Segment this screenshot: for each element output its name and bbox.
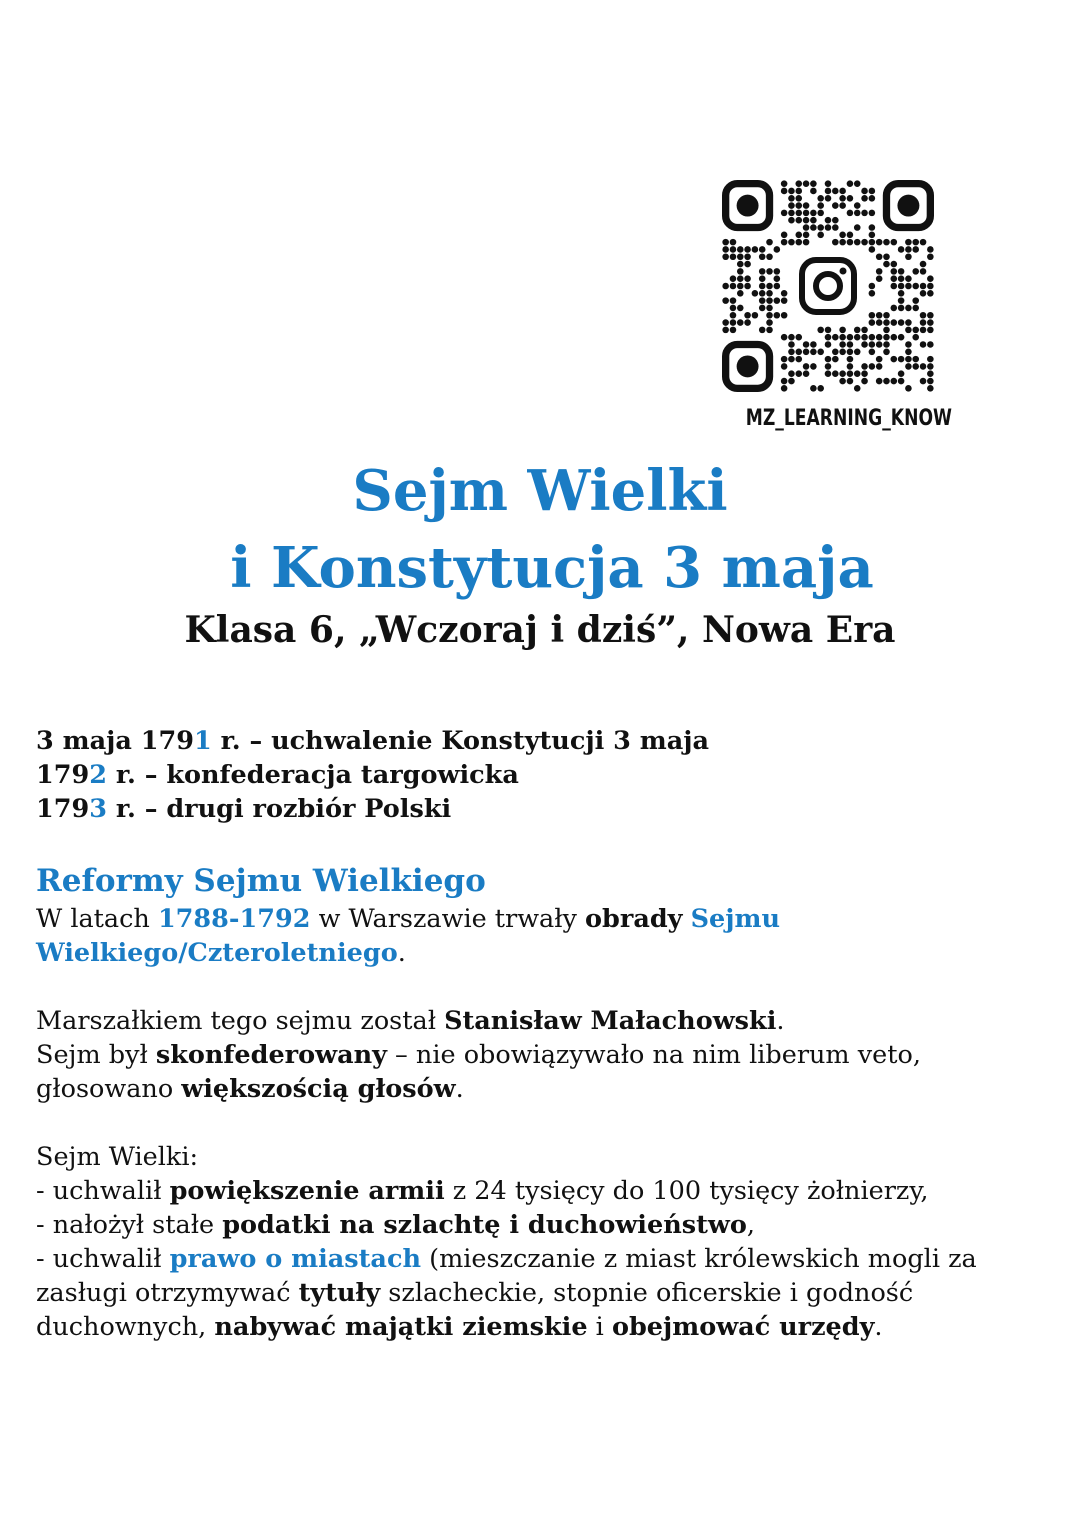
list-item-cities-law: - uchwalił prawo o miastach (mieszczanie z miast królewskich mogli za zasługi otrzymywać tytuły szlacheckie, stopnie oficerskie i godność duchownych, nabywać majątki ziemskie i obejmować urzędy. <box>36 1244 977 1342</box>
qr-code[interactable] <box>722 180 934 392</box>
page-title-line-2: i Konstytucja 3 maja <box>230 535 874 601</box>
qr-finder-eye <box>886 184 930 228</box>
qr-code-block <box>722 180 952 431</box>
instagram-handle: MZ_LEARNING_KNOW <box>745 406 952 431</box>
qr-code-graphic <box>722 180 934 392</box>
section-title: Reformy Sejmu Wielkiego <box>36 863 486 899</box>
paragraph-marshal: Marszałkiem tego sejmu został Stanisław Małachowski. <box>36 1006 785 1036</box>
paragraph-sejm-years: W latach 1788-1792 w Warszawie trwały obrady Sejmu Wielkiego/Czteroletniego. <box>36 904 780 968</box>
date-row-1791: 3 maja 1791 r. – uchwalenie Konstytucji 3 maja <box>36 726 710 756</box>
list-item-army: - uchwalił powiększenie armii z 24 tysięcy do 100 tysięcy żołnierzy, <box>36 1176 929 1206</box>
key-dates <box>36 724 1046 826</box>
qr-finder-eye <box>726 184 770 228</box>
paragraph-confederated: Sejm był skonfederowany – nie obowiązywało na nim liberum veto, głosowano większością głosów. <box>36 1040 921 1104</box>
page-title-line-1: Sejm Wielki <box>352 458 728 524</box>
list-intro: Sejm Wielki: <box>36 1142 199 1172</box>
date-row-1792: 1792 r. – konfederacja targowicka <box>36 760 519 790</box>
list-item-taxes: - nałożył stałe podatki na szlachtę i duchowieństwo, <box>36 1210 755 1240</box>
instagram-icon <box>796 254 860 318</box>
date-row-1793: 1793 r. – drugi rozbiór Polski <box>36 794 452 824</box>
page-subtitle: Klasa 6, „Wczoraj i dziś”, Nowa Era <box>184 609 896 651</box>
document-body <box>36 724 1046 1344</box>
qr-finder-eye <box>726 344 770 388</box>
